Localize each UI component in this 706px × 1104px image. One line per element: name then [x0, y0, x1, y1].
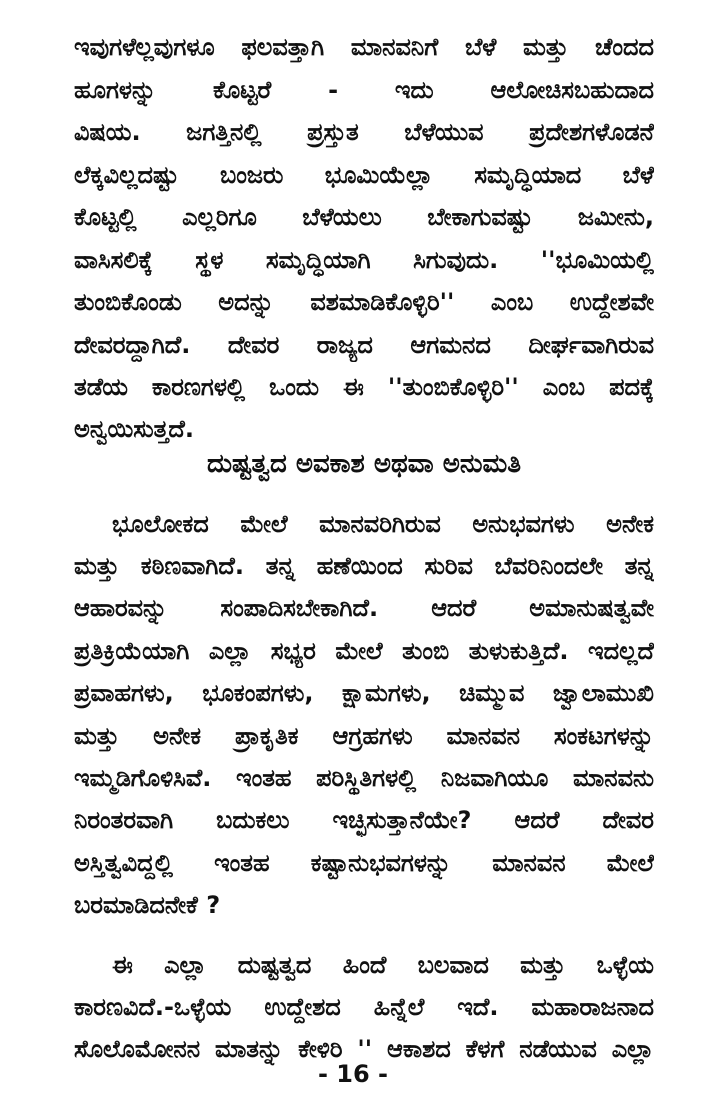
paragraph-3-line: ಸೊಲೊಮೋನನ ಮಾತನ್ನು ಕೇಳಿರಿ '' ಆಕಾಶದ ಕೆಳಗೆ ನಡೆಯುವ ಎಲ್ಲಾ [74, 1035, 654, 1063]
paragraph-2-line: ಬರಮಾಡಿದನೇಕೆ ? [74, 891, 221, 919]
paragraph-2-line: ಪ್ರವಾಹಗಳು, ಭೂಕಂಪಗಳು, ಕ್ಷಾಮಗಳು, ಚಿಮ್ಮುವ ಜ್ವಾಲಾಮುಖಿ [74, 679, 654, 707]
paragraph-1-line: ವಾಸಿಸಲಿಕ್ಕೆ ಸ್ಥಳ ಸಮೃದ್ಧಿಯಾಗಿ ಸಿಗುವುದು. ''ಭೂಮಿಯಲ್ಲಿ [74, 246, 654, 274]
paragraph-2-line: ಇಮ್ಮಡಿಗೊಳಿಸಿವೆ. ಇಂತಹ ಪರಿಸ್ಥಿತಿಗಳಲ್ಲಿ ನಿಜವಾಗಿಯೂ ಮಾನವನು [74, 764, 654, 792]
paragraph-2-line: ಅಸ್ತಿತ್ವವಿದ್ದಲ್ಲಿ ಇಂತಹ ಕಷ್ಟಾನುಭವಗಳನ್ನು ಮಾನವನ ಮೇಲೆ [74, 849, 654, 877]
paragraph-1-line: ಲೆಕ್ಕವಿಲ್ಲದಷ್ಟು ಬಂಜರು ಭೂಮಿಯೆಲ್ಲಾ ಸಮೃದ್ಧಿಯಾದ ಬೆಳೆ [74, 161, 654, 189]
paragraph-3-line: ಕಾರಣವಿದೆ.-ಒಳ್ಳೆಯ ಉದ್ದೇಶದ ಹಿನ್ನೆಲೆ ಇದೆ. ಮಹಾರಾಜನಾದ [74, 993, 654, 1021]
paragraph-1-line: ವಿಷಯ. ಜಗತ್ತಿನಲ್ಲಿ ಪ್ರಸ್ತುತ ಬೆಳೆಯುವ ಪ್ರದೇಶಗಳೊಡನೆ [74, 118, 654, 146]
paragraph-2-line: ಆಹಾರವನ್ನು ಸಂಪಾದಿಸಬೇಕಾಗಿದೆ. ಆದರೆ ಅಮಾನುಷತ್ವವೇ [74, 594, 654, 622]
page-number: - 16 - [317, 1060, 389, 1088]
paragraph-1-line: ಇವುಗಳೆಲ್ಲವುಗಳೂ ಫಲವತ್ತಾಗಿ ಮಾನವನಿಗೆ ಬೆಳೆ ಮತ್ತು ಚೆಂದದ [74, 33, 654, 61]
paragraph-2-line: ಮತ್ತು ಅನೇಕ ಪ್ರಾಕೃತಿಕ ಆಗ್ರಹಗಳು ಮಾನವನ ಸಂಕಟಗಳನ್ನು [74, 722, 654, 750]
paragraph-1-line: ಕೊಟ್ಟಲ್ಲಿ ಎಲ್ಲರಿಗೂ ಬೆಳೆಯಲು ಬೇಕಾಗುವಷ್ಟು ಜಮೀನು, [74, 203, 654, 231]
paragraph-1-line: ತಡೆಯ ಕಾರಣಗಳಲ್ಲಿ ಒಂದು ಈ ''ತುಂಬಿಕೊಳ್ಳಿರಿ'' ಎಂಬ ಪದಕ್ಕೆ [74, 373, 654, 401]
paragraph-2-line: ನಿರಂತರವಾಗಿ ಬದುಕಲು ಇಚ್ಛಿಸುತ್ತಾನೆಯೇ? ಆದರೆ ದೇವರ [74, 806, 654, 834]
paragraph-1-line: ಅನ್ವಯಿಸುತ್ತದೆ. [74, 415, 194, 443]
paragraph-1-line: ಹೂಗಳನ್ನು ಕೊಟ್ಟರೆ - ಇದು ಆಲೋಚಿಸಬಹುದಾದ [74, 76, 654, 104]
paragraph-2-line: ಭೂಲೋಕದ ಮೇಲೆ ಮಾನವರಿಗಿರುವ ಅನುಭವಗಳು ಅನೇಕ [112, 510, 654, 538]
paragraph-1-line: ತುಂಬಿಕೊಂಡು ಅದನ್ನು ವಶಮಾಡಿಕೊಳ್ಳಿರಿ'' ಎಂಬ ಉದ್ದೇಶವೇ [74, 288, 654, 316]
paragraph-2-line: ಮತ್ತು ಕಠಿಣವಾಗಿದೆ. ತನ್ನ ಹಣೆಯಿಂದ ಸುರಿವ ಬೆವರಿನಿಂದಲೇ ತನ್ನ [74, 552, 654, 580]
paragraph-1-line: ದೇವರದ್ದಾಗಿದೆ. ದೇವರ ರಾಜ್ಯದ ಆಗಮನದ ದೀರ್ಘವಾಗಿರುವ [74, 331, 654, 359]
paragraph-2-line: ಪ್ರತಿಕ್ರಿಯೆಯಾಗಿ ಎಲ್ಲಾ ಸಭ್ಯರ ಮೇಲೆ ತುಂಬಿ ತುಳುಕುತ್ತಿದೆ. ಇದಲ್ಲದೆ [74, 637, 654, 665]
paragraph-3-line: ಈ ಎಲ್ಲಾ ದುಷ್ಟತ್ವದ ಹಿಂದೆ ಬಲವಾದ ಮತ್ತು ಒಳ್ಳೆಯ [112, 951, 654, 979]
section-heading: ದುಷ್ಟತ್ವದ ಅವಕಾಶ ಅಥವಾ ಅನುಮತಿ [206, 449, 522, 479]
